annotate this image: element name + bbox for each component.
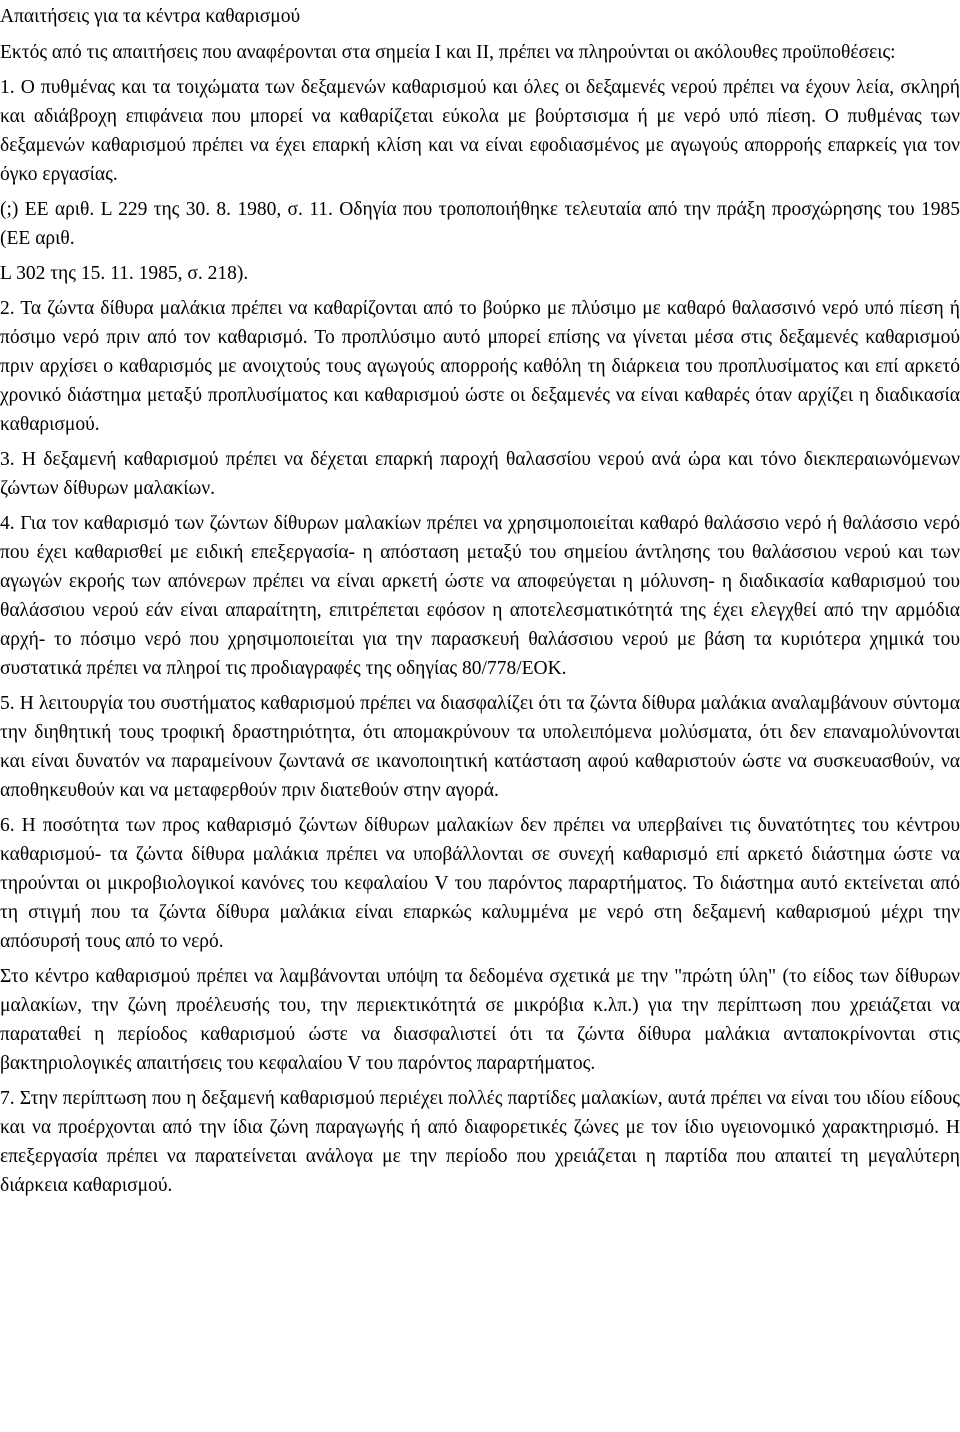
requirement-7: 7. Στην περίπτωση που η δεξαμενή καθαρισμού περιέχει πολλές παρτίδες μαλακίων, αυτά πρέπει να είναι του ιδίου είδους και να προέρχονται από την ίδια ζώνη παραγωγής ή από διαφορετικές ζώνες με τον ίδιο υγειονομικό χαρακτηρισμό. Η επεξεργασία πρέπει να παρατείνεται ανάλογα με την περίοδο που χρειάζεται η παρτίδα που απαιτεί τη μεγαλύτερη διάρκεια καθαρισμού. (0, 1088, 960, 1196)
document-title: Απαιτήσεις για τα κέντρα καθαρισμού (0, 6, 301, 27)
requirement-4: 4. Για τον καθαρισμό των ζώντων δίθυρων μαλακίων πρέπει να χρησιμοποιείται καθαρό θαλάσσιο νερό ή θαλάσσιο νερό που έχει καθαρισθεί με ειδική επεξεργασία- η απόσταση μεταξύ του σημείου άντλησης του θαλάσσιου νερού και των αγωγών εκροής των απόνερων πρέπει να είναι αρκετή ώστε να αποφεύγεται η μόλυνση- η διαδικασία καθαρισμού του θαλάσσιου νερού εάν είναι απαραίτητη, επιτρέπεται εφόσον η αποτελεσματικότητά της έχει ελεγχθεί από την αρμόδια αρχή- το πόσιμο νερό που χρησιμοποιείται για την παρασκευή θαλάσσιου νερού με βάση τα κυριότερα χημικά του συστατικά πρέπει να πληροί τις προδιαγραφές της οδηγίας 80/778/ΕΟΚ. (0, 513, 960, 679)
footnote-reference: (;) ΕΕ αριθ. L 229 της 30. 8. 1980, σ. 11. Οδηγία που τροποποιήθηκε τελευταία από την πράξη προσχώρησης του 1985 (ΕΕ αριθ. (0, 199, 960, 249)
requirement-5: 5. Η λειτουργία του συστήματος καθαρισμού πρέπει να διασφαλίζει ότι τα ζώντα δίθυρα μαλάκια αναλαμβάνουν σύντομα την διηθητική τους τροφική δραστηριότητα, ότι απομακρύνουν τα υπολειπόμενα μολύσματα, ότι δεν επαναμολύνονται και είναι δυνατόν να παραμείνουν ζωντανά σε ικανοποιητική κατάσταση αφού καθαριστούν ώστε να συσκευασθούν, να αποθηκευθούν και να μεταφερθούν πριν διατεθούν στην αγορά. (0, 693, 960, 801)
requirement-1: 1. Ο πυθμένας και τα τοιχώματα των δεξαμενών καθαρισμού και όλες οι δεξαμενές νερού πρέπει να έχουν λεία, σκληρή και αδιάβροχη επιφάνεια που μπορεί να καθαρίζεται εύκολα με βούρτσισμα ή με νερό υπό πίεση. Ο πυθμένας των δεξαμενών καθαρισμού πρέπει να έχει επαρκή κλίση και να είναι εφοδιασμένος με αγωγούς απορροής επαρκείς για τον όγκο εργασίας. (0, 77, 960, 185)
footnote-reference-continued: L 302 της 15. 11. 1985, σ. 218). (0, 263, 249, 284)
intro-paragraph: Εκτός από τις απαιτήσεις που αναφέρονται στα σημεία I και II, πρέπει να πληρούνται οι ακόλουθες προϋποθέσεις: (0, 42, 896, 63)
requirement-6-continued: Στο κέντρο καθαρισμού πρέπει να λαμβάνονται υπόψη τα δεδομένα σχετικά με την "πρώτη ύλη" (το είδος των δίθυρων μαλακίων, την ζώνη προέλευσής του, την περιεκτικότητά σε μικρόβια κ.λπ.) για την περίπτωση που χρειάζεται να παραταθεί η περίοδος καθαρισμού ώστε να διασφαλιστεί ότι τα ζώντα δίθυρα μαλάκια ανταποκρίνονται στις βακτηριολογικές απαιτήσεις του κεφαλαίου V του παρόντος παραρτήματος. (0, 966, 960, 1074)
requirement-2: 2. Τα ζώντα δίθυρα μαλάκια πρέπει να καθαρίζονται από το βούρκο με πλύσιμο με καθαρό θαλασσινό νερό υπό πίεση ή πόσιμο νερό πριν από τον καθαρισμό. Το προπλύσιμο αυτό μπορεί επίσης να γίνεται μέσα στις δεξαμενές καθαρισμού πριν αρχίσει ο καθαρισμός με ανοιχτούς τους αγωγούς απορροής καθόλη τη διάρκεια του προπλυσίματος και επί αρκετό χρονικό διάστημα μεταξύ προπλυσίματος και καθαρισμού ώστε οι δεξαμενές να είναι καθαρές όταν αρχίζει η διαδικασία καθαρισμού. (0, 298, 960, 435)
requirement-6: 6. Η ποσότητα των προς καθαρισμό ζώντων δίθυρων μαλακίων δεν πρέπει να υπερβαίνει τις δυνατότητες του κέντρου καθαρισμού- τα ζώντα δίθυρα μαλάκια πρέπει να υποβάλλονται σε συνεχή καθαρισμό επί αρκετό διάστημα ώστε να τηρούνται οι μικροβιολογικοί κανόνες του κεφαλαίου V του παρόντος παραρτήματος. Το διάστημα αυτό εκτείνεται από τη στιγμή που τα ζώντα δίθυρα μαλάκια είναι επαρκώς καλυμμένα με νερό στη δεξαμενή καθαρισμού μέχρι την απόσυρσή τους από το νερό. (0, 815, 960, 952)
requirement-3: 3. Η δεξαμενή καθαρισμού πρέπει να δέχεται επαρκή παροχή θαλασσίου νερού ανά ώρα και τόνο διεκπεραιωνόμενων ζώντων δίθυρων μαλακίων. (0, 449, 960, 499)
